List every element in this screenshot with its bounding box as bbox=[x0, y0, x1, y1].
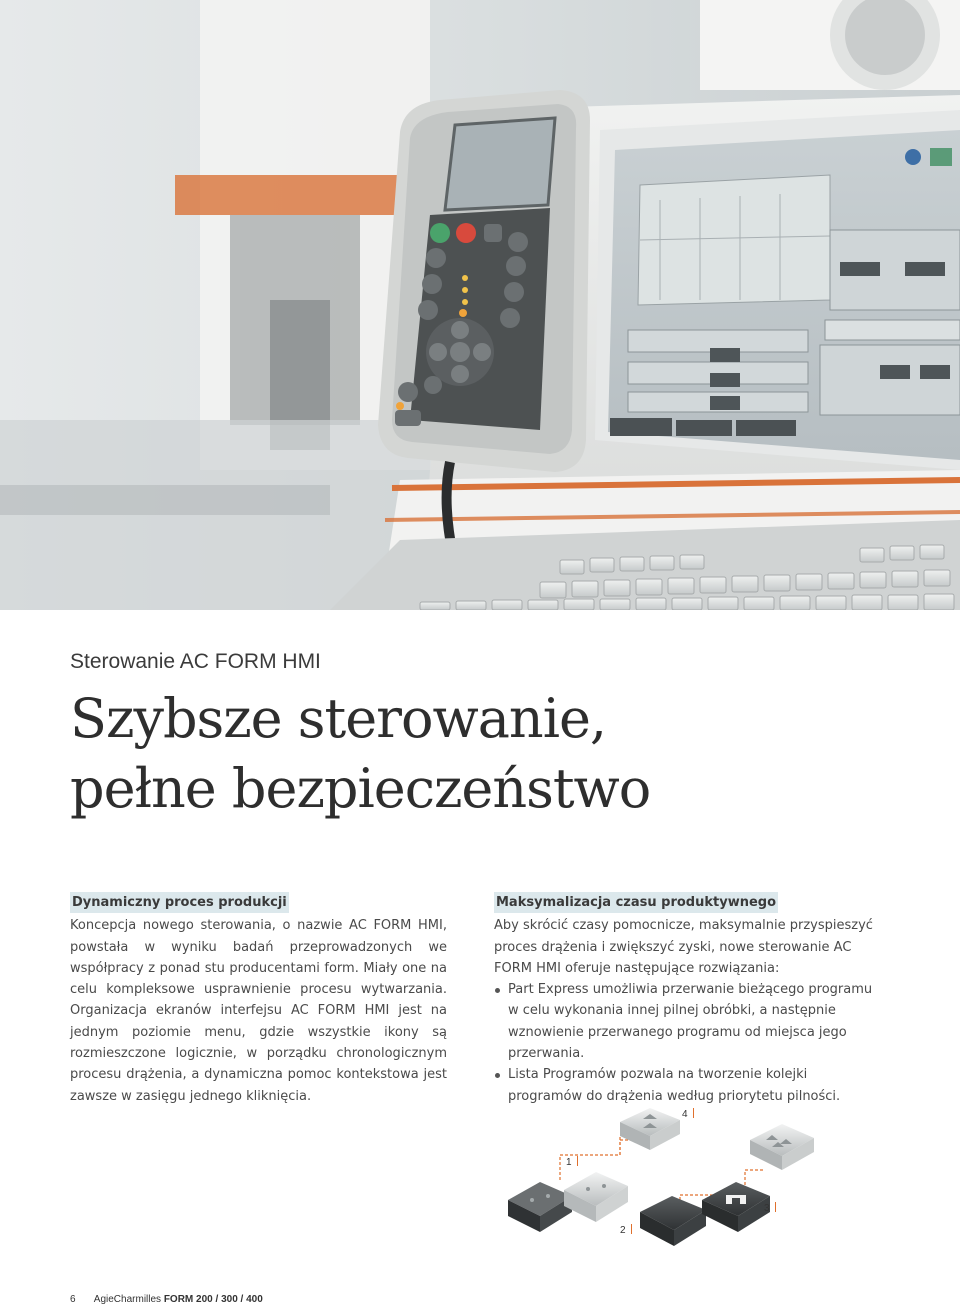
feature-list bbox=[494, 979, 874, 1107]
machine-illustration bbox=[0, 0, 960, 610]
footer-model: FORM 200 / 300 / 400 bbox=[163, 1294, 263, 1305]
page-title bbox=[70, 684, 950, 824]
page-footer bbox=[70, 1294, 263, 1305]
hero-photo bbox=[0, 0, 960, 610]
left-column bbox=[70, 892, 447, 1107]
left-column-heading: Dynamiczny proces produkcji bbox=[70, 892, 289, 913]
right-column bbox=[494, 892, 874, 1107]
page-title-line-2: pełne bezpieczeństwo bbox=[70, 757, 651, 820]
right-column-intro: Aby skrócić czasy pomocnicze, maksymalnie przyspieszyć proces drążenia i zwiększyć zyski, nowe sterowanie AC FORM HMI oferuje następujące rozwiązania: bbox=[494, 918, 873, 976]
program-queue-diagram bbox=[500, 1100, 820, 1250]
page-title-line-1: Szybsze sterowanie, bbox=[70, 687, 607, 750]
diagram-label-3: 3 bbox=[764, 1202, 776, 1214]
page-number: 6 bbox=[70, 1294, 76, 1305]
left-column-body: Koncepcja nowego sterowania, o nazwie AC FORM HMI, powstała w wyniku badań przeprowadzonych we współpracy z ponad stu producentami form. Miały one na celu kompleksowe usprawnienie procesu wytwarzania. Organizacja ekranów interfejsu AC FORM HMI jest na jednym poziomie menu, gdzie wszystkie ikony są rozmieszczone logicznie, w porządku chronologicznym procesu drążenia, a dynamiczna pomoc kontekstowa jest zawsze w zasięgu jednego kliknięcia. bbox=[70, 918, 447, 1104]
diagram-label-1: 1 bbox=[566, 1156, 578, 1168]
list-item: Lista Programów pozwala na tworzenie kolejki programów do drążenia według priorytetu pilności. bbox=[494, 1064, 874, 1107]
footer-brand: AgieCharmilles bbox=[93, 1294, 162, 1305]
section-kicker: Sterowanie AC FORM HMI bbox=[70, 650, 321, 673]
right-column-heading: Maksymalizacja czasu produktywnego bbox=[494, 892, 778, 913]
diagram-label-2: 2 bbox=[620, 1224, 632, 1236]
list-item: Part Express umożliwia przerwanie bieżącego programu w celu wykonania innej pilnej obróbki, a następnie wznowienie przerwanego programu od miejsca jego przerwania. bbox=[494, 979, 874, 1064]
diagram-graphic bbox=[500, 1100, 820, 1250]
diagram-label-4: 4 bbox=[682, 1108, 694, 1120]
